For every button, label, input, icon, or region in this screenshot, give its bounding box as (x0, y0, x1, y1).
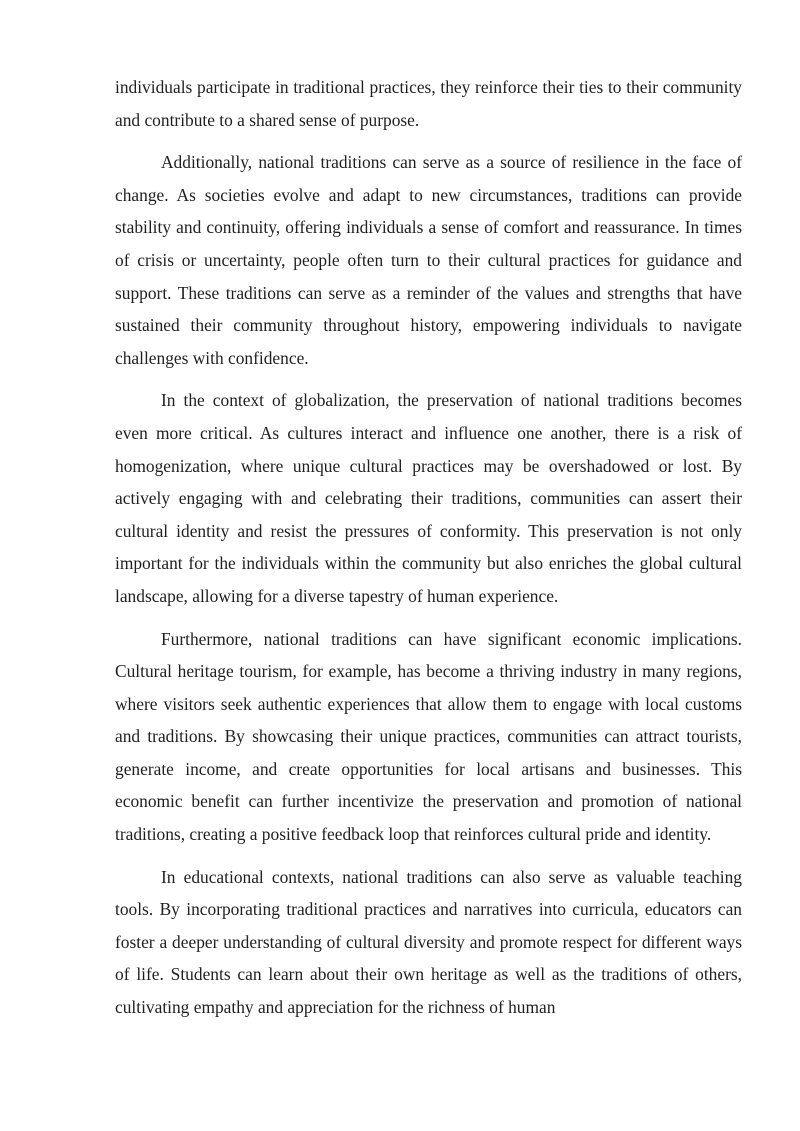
paragraph-resilience: Additionally, national traditions can serve as a source of resilience in the face of change. As societies evolve and adapt to new circumstances, traditions can provide stability and continuity, offering individuals a sense of comfort and reassurance. In times of crisis or uncertainty, people often turn to their cultural practices for guidance and support. These traditions can serve as a reminder of the values and strengths that have sustained their community throughout history, empowering individuals to navigate challenges with confidence. (115, 152, 742, 368)
paragraph-continuation: individuals participate in traditional practices, they reinforce their ties to their community and contribute to a shared sense of purpose. (115, 77, 742, 130)
paragraph-globalization: In the context of globalization, the preservation of national traditions becomes even more critical. As cultures interact and influence one another, there is a risk of homogenization, where unique cultural practices may be overshadowed or lost. By actively engaging with and celebrating their traditions, communities can assert their cultural identity and resist the pressures of conformity. This preservation is not only important for the individuals within the community but also enriches the global cultural landscape, allowing for a diverse tapestry of human experience. (115, 390, 742, 606)
paragraph-education: In educational contexts, national traditions can also serve as valuable teaching tools. By incorporating traditional practices and narratives into curricula, educators can foster a deeper understanding of cultural diversity and promote respect for different ways of life. Students can learn about their own heritage as well as the traditions of others, cultivating empathy and appreciation for the richness of human (115, 866, 742, 1018)
paragraph-economic: Furthermore, national traditions can have significant economic implications. Cultural heritage tourism, for example, has become a thriving industry in many regions, where visitors seek authentic experiences that allow them to engage with local customs and traditions. By showcasing their unique practices, communities can attract tourists, generate income, and create opportunities for local artisans and businesses. This economic benefit can further incentivize the preservation and promotion of national traditions, creating a positive feedback loop that reinforces cultural pride and identity. (115, 628, 742, 845)
